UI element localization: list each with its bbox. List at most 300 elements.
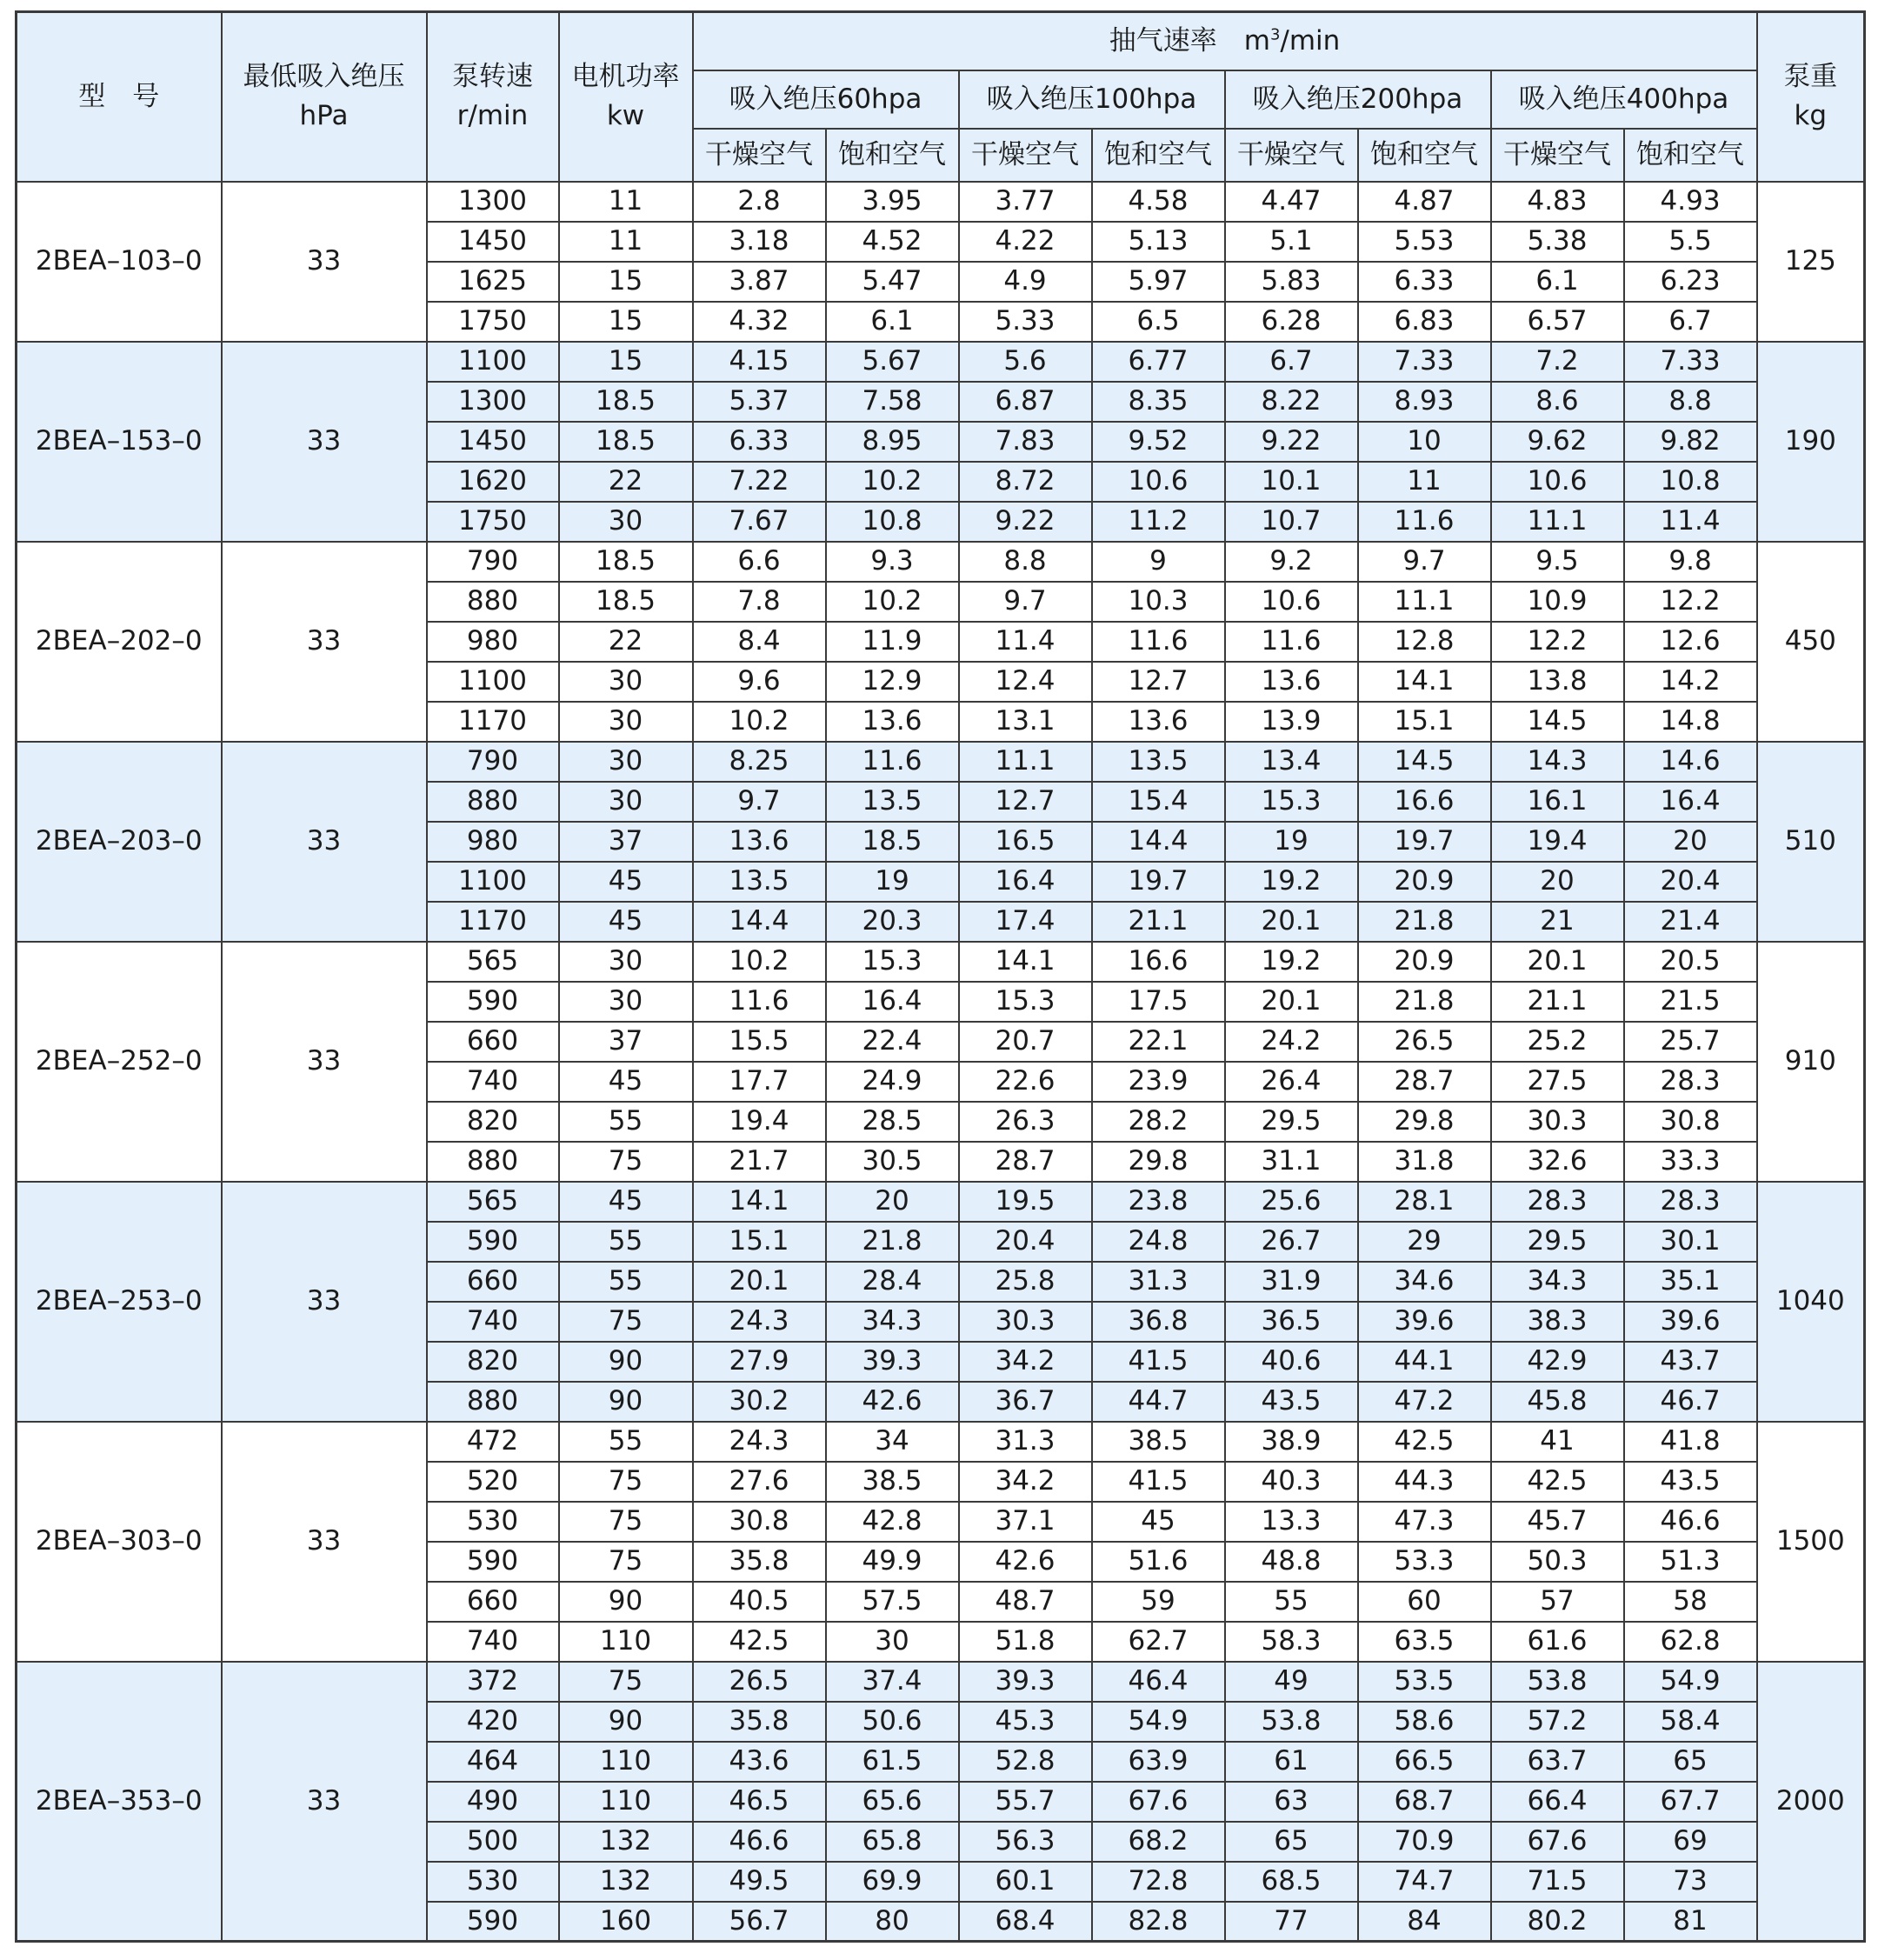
- rate-60-sat: 10.8: [826, 502, 959, 542]
- rate-100-dry: 19.5: [959, 1182, 1092, 1222]
- rate-100-dry: 42.6: [959, 1542, 1092, 1582]
- rate-100-dry: 30.3: [959, 1302, 1092, 1342]
- rate-100-sat: 44.7: [1092, 1382, 1225, 1422]
- rate-200-dry: 10.1: [1225, 462, 1358, 502]
- rate-100-sat: 14.4: [1092, 822, 1225, 862]
- power-cell: 160: [559, 1902, 693, 1942]
- rate-400-dry: 50.3: [1491, 1542, 1624, 1582]
- power-cell: 30: [559, 782, 693, 822]
- rate-60-sat: 22.4: [826, 1022, 959, 1062]
- header-min-pressure: 最低吸入绝压 hPa: [222, 12, 427, 182]
- rate-200-sat: 74.7: [1358, 1862, 1491, 1902]
- rate-60-sat: 5.47: [826, 262, 959, 302]
- speed-cell: 1300: [427, 182, 559, 222]
- model-cell: 2BEA–103–0: [17, 182, 222, 342]
- rate-200-sat: 14.5: [1358, 742, 1491, 782]
- speed-cell: 880: [427, 1382, 559, 1422]
- speed-cell: 490: [427, 1782, 559, 1822]
- rate-200-dry: 13.4: [1225, 742, 1358, 782]
- table-row: [17, 342, 1865, 382]
- rate-100-dry: 11.1: [959, 742, 1092, 782]
- rate-60-sat: 65.6: [826, 1782, 959, 1822]
- rate-100-dry: 7.83: [959, 422, 1092, 462]
- rate-200-dry: 40.6: [1225, 1342, 1358, 1382]
- rate-400-sat: 6.7: [1624, 302, 1757, 342]
- rate-200-sat: 68.7: [1358, 1782, 1491, 1822]
- speed-cell: 790: [427, 542, 559, 582]
- rate-400-dry: 57: [1491, 1582, 1624, 1622]
- rate-60-dry: 30.8: [693, 1502, 826, 1542]
- speed-cell: 1100: [427, 662, 559, 702]
- rate-60-dry: 4.15: [693, 342, 826, 382]
- speed-cell: 790: [427, 742, 559, 782]
- rate-60-dry: 3.18: [693, 222, 826, 262]
- rate-400-sat: 12.2: [1624, 582, 1757, 622]
- speed-cell: 880: [427, 1142, 559, 1182]
- power-cell: 55: [559, 1422, 693, 1462]
- rate-100-sat: 10.3: [1092, 582, 1225, 622]
- rate-400-sat: 14.6: [1624, 742, 1757, 782]
- rate-200-sat: 31.8: [1358, 1142, 1491, 1182]
- rate-60-dry: 10.2: [693, 702, 826, 742]
- rate-100-dry: 28.7: [959, 1142, 1092, 1182]
- rate-400-dry: 19.4: [1491, 822, 1624, 862]
- rate-400-sat: 6.23: [1624, 262, 1757, 302]
- weight-cell: 450: [1757, 542, 1865, 742]
- rate-400-sat: 9.8: [1624, 542, 1757, 582]
- rate-200-dry: 4.47: [1225, 182, 1358, 222]
- rate-100-sat: 24.8: [1092, 1222, 1225, 1262]
- rate-60-sat: 49.9: [826, 1542, 959, 1582]
- rate-400-dry: 7.2: [1491, 342, 1624, 382]
- power-cell: 30: [559, 742, 693, 782]
- rate-400-dry: 32.6: [1491, 1142, 1624, 1182]
- power-cell: 90: [559, 1702, 693, 1742]
- rate-100-sat: 15.4: [1092, 782, 1225, 822]
- rate-200-sat: 20.9: [1358, 862, 1491, 902]
- weight-cell: 190: [1757, 342, 1865, 542]
- rate-60-dry: 7.8: [693, 582, 826, 622]
- rate-200-sat: 14.1: [1358, 662, 1491, 702]
- rate-100-dry: 20.7: [959, 1022, 1092, 1062]
- power-cell: 55: [559, 1262, 693, 1302]
- rate-100-sat: 62.7: [1092, 1622, 1225, 1662]
- power-cell: 30: [559, 982, 693, 1022]
- rate-60-sat: 61.5: [826, 1742, 959, 1782]
- rate-200-dry: 24.2: [1225, 1022, 1358, 1062]
- rate-60-dry: 49.5: [693, 1862, 826, 1902]
- power-cell: 90: [559, 1342, 693, 1382]
- table-body: [17, 182, 1865, 1942]
- rate-100-dry: 5.6: [959, 342, 1092, 382]
- rate-100-sat: 17.5: [1092, 982, 1225, 1022]
- rate-60-sat: 50.6: [826, 1702, 959, 1742]
- rate-200-dry: 11.6: [1225, 622, 1358, 662]
- rate-100-sat: 21.1: [1092, 902, 1225, 942]
- power-cell: 75: [559, 1542, 693, 1582]
- rate-60-sat: 16.4: [826, 982, 959, 1022]
- rate-60-sat: 13.6: [826, 702, 959, 742]
- rate-200-dry: 58.3: [1225, 1622, 1358, 1662]
- rate-400-sat: 28.3: [1624, 1182, 1757, 1222]
- rate-100-dry: 60.1: [959, 1862, 1092, 1902]
- power-cell: 22: [559, 622, 693, 662]
- rate-60-dry: 7.22: [693, 462, 826, 502]
- rate-100-dry: 17.4: [959, 902, 1092, 942]
- rate-400-dry: 10.9: [1491, 582, 1624, 622]
- speed-cell: 880: [427, 582, 559, 622]
- speed-cell: 740: [427, 1062, 559, 1102]
- speed-cell: 372: [427, 1662, 559, 1702]
- rate-60-dry: 20.1: [693, 1262, 826, 1302]
- table-row: [17, 1662, 1865, 1702]
- speed-cell: 420: [427, 1702, 559, 1742]
- rate-200-sat: 53.5: [1358, 1662, 1491, 1702]
- rate-400-sat: 14.8: [1624, 702, 1757, 742]
- rate-60-sat: 80: [826, 1902, 959, 1942]
- rate-60-dry: 14.4: [693, 902, 826, 942]
- rate-60-dry: 27.6: [693, 1462, 826, 1502]
- rate-200-dry: 19: [1225, 822, 1358, 862]
- model-cell: 2BEA–202–0: [17, 542, 222, 742]
- speed-cell: 520: [427, 1462, 559, 1502]
- rate-400-sat: 9.82: [1624, 422, 1757, 462]
- rate-200-sat: 16.6: [1358, 782, 1491, 822]
- rate-400-dry: 11.1: [1491, 502, 1624, 542]
- rate-400-sat: 51.3: [1624, 1542, 1757, 1582]
- rate-60-dry: 13.5: [693, 862, 826, 902]
- rate-200-sat: 5.53: [1358, 222, 1491, 262]
- min-pressure-cell: 33: [222, 942, 427, 1182]
- rate-100-dry: 3.77: [959, 182, 1092, 222]
- rate-100-sat: 19.7: [1092, 862, 1225, 902]
- header-model: 型 号: [17, 12, 222, 182]
- rate-200-dry: 36.5: [1225, 1302, 1358, 1342]
- rate-400-dry: 5.38: [1491, 222, 1624, 262]
- rate-60-sat: 11.6: [826, 742, 959, 782]
- power-cell: 15: [559, 262, 693, 302]
- rate-60-sat: 65.8: [826, 1822, 959, 1862]
- rate-400-dry: 28.3: [1491, 1182, 1624, 1222]
- weight-cell: 910: [1757, 942, 1865, 1182]
- speed-cell: 1450: [427, 422, 559, 462]
- rate-60-sat: 19: [826, 862, 959, 902]
- rate-100-dry: 45.3: [959, 1702, 1092, 1742]
- rate-100-sat: 9: [1092, 542, 1225, 582]
- rate-100-sat: 67.6: [1092, 1782, 1225, 1822]
- speed-cell: 740: [427, 1622, 559, 1662]
- rate-100-sat: 5.13: [1092, 222, 1225, 262]
- rate-100-sat: 29.8: [1092, 1142, 1225, 1182]
- rate-100-sat: 82.8: [1092, 1902, 1225, 1942]
- rate-200-dry: 48.8: [1225, 1542, 1358, 1582]
- rate-400-sat: 54.9: [1624, 1662, 1757, 1702]
- rate-200-dry: 20.1: [1225, 902, 1358, 942]
- rate-100-sat: 68.2: [1092, 1822, 1225, 1862]
- min-pressure-cell: 33: [222, 742, 427, 942]
- rate-400-sat: 33.3: [1624, 1142, 1757, 1182]
- rate-200-sat: 28.7: [1358, 1062, 1491, 1102]
- rate-200-dry: 5.83: [1225, 262, 1358, 302]
- model-cell: 2BEA–252–0: [17, 942, 222, 1182]
- rate-400-sat: 21.4: [1624, 902, 1757, 942]
- model-cell: 2BEA–153–0: [17, 342, 222, 542]
- rate-100-sat: 51.6: [1092, 1542, 1225, 1582]
- rate-200-dry: 49: [1225, 1662, 1358, 1702]
- rate-400-sat: 35.1: [1624, 1262, 1757, 1302]
- rate-400-sat: 39.6: [1624, 1302, 1757, 1342]
- rate-200-dry: 13.3: [1225, 1502, 1358, 1542]
- power-cell: 18.5: [559, 422, 693, 462]
- rate-100-dry: 68.4: [959, 1902, 1092, 1942]
- rate-60-dry: 24.3: [693, 1302, 826, 1342]
- speed-cell: 1750: [427, 302, 559, 342]
- rate-60-sat: 4.52: [826, 222, 959, 262]
- rate-200-sat: 60: [1358, 1582, 1491, 1622]
- rate-100-dry: 4.22: [959, 222, 1092, 262]
- rate-200-dry: 25.6: [1225, 1182, 1358, 1222]
- header-pumping-rate: 抽气速率 $m^3/\min$: [693, 12, 1757, 70]
- rate-60-sat: 9.3: [826, 542, 959, 582]
- speed-cell: 472: [427, 1422, 559, 1462]
- speed-cell: 565: [427, 942, 559, 982]
- rate-200-sat: 15.1: [1358, 702, 1491, 742]
- rate-100-sat: 22.1: [1092, 1022, 1225, 1062]
- rate-200-sat: 53.3: [1358, 1542, 1491, 1582]
- rate-200-dry: 5.1: [1225, 222, 1358, 262]
- rate-400-dry: 45.7: [1491, 1502, 1624, 1542]
- rate-200-sat: 84: [1358, 1902, 1491, 1942]
- speed-cell: 660: [427, 1262, 559, 1302]
- rate-60-dry: 24.3: [693, 1422, 826, 1462]
- rate-400-dry: 20.1: [1491, 942, 1624, 982]
- header-power: 电机功率 kw: [559, 12, 693, 182]
- rate-60-dry: 21.7: [693, 1142, 826, 1182]
- rate-400-dry: 42.9: [1491, 1342, 1624, 1382]
- rate-200-dry: 63: [1225, 1782, 1358, 1822]
- rate-100-sat: 36.8: [1092, 1302, 1225, 1342]
- rate-200-sat: 6.83: [1358, 302, 1491, 342]
- header-dry-air: 干燥空气: [1225, 129, 1358, 182]
- speed-cell: 1450: [427, 222, 559, 262]
- rate-60-dry: 35.8: [693, 1702, 826, 1742]
- rate-200-dry: 6.7: [1225, 342, 1358, 382]
- rate-100-dry: 52.8: [959, 1742, 1092, 1782]
- rate-200-dry: 15.3: [1225, 782, 1358, 822]
- rate-400-sat: 14.2: [1624, 662, 1757, 702]
- power-cell: 37: [559, 1022, 693, 1062]
- speed-cell: 1620: [427, 462, 559, 502]
- rate-200-dry: 8.22: [1225, 382, 1358, 422]
- rate-200-dry: 68.5: [1225, 1862, 1358, 1902]
- rate-100-dry: 51.8: [959, 1622, 1092, 1662]
- power-cell: 11: [559, 182, 693, 222]
- rate-100-dry: 55.7: [959, 1782, 1092, 1822]
- rate-200-dry: 40.3: [1225, 1462, 1358, 1502]
- rate-200-dry: 20.1: [1225, 982, 1358, 1022]
- header-dry-air: 干燥空气: [693, 129, 826, 182]
- rate-400-sat: 43.7: [1624, 1342, 1757, 1382]
- rate-60-sat: 28.4: [826, 1262, 959, 1302]
- rate-60-dry: 35.8: [693, 1542, 826, 1582]
- rate-60-dry: 46.5: [693, 1782, 826, 1822]
- rate-400-dry: 12.2: [1491, 622, 1624, 662]
- rate-200-sat: 66.5: [1358, 1742, 1491, 1782]
- speed-cell: 1300: [427, 382, 559, 422]
- rate-400-dry: 45.8: [1491, 1382, 1624, 1422]
- rate-100-dry: 12.4: [959, 662, 1092, 702]
- rate-400-sat: 58: [1624, 1582, 1757, 1622]
- speed-cell: 590: [427, 1542, 559, 1582]
- power-cell: 75: [559, 1302, 693, 1342]
- rate-60-sat: 20: [826, 1182, 959, 1222]
- rate-200-dry: 31.1: [1225, 1142, 1358, 1182]
- rate-200-sat: 11: [1358, 462, 1491, 502]
- table-row: [17, 942, 1865, 982]
- speed-cell: 820: [427, 1342, 559, 1382]
- rate-100-dry: 12.7: [959, 782, 1092, 822]
- speed-cell: 590: [427, 1222, 559, 1262]
- rate-60-dry: 14.1: [693, 1182, 826, 1222]
- speed-cell: 1100: [427, 342, 559, 382]
- rate-100-dry: 4.9: [959, 262, 1092, 302]
- rate-200-sat: 19.7: [1358, 822, 1491, 862]
- rate-400-sat: 16.4: [1624, 782, 1757, 822]
- rate-60-sat: 8.95: [826, 422, 959, 462]
- rate-200-dry: 6.28: [1225, 302, 1358, 342]
- rate-200-sat: 6.33: [1358, 262, 1491, 302]
- rate-400-dry: 9.5: [1491, 542, 1624, 582]
- rate-100-sat: 12.7: [1092, 662, 1225, 702]
- speed-cell: 530: [427, 1862, 559, 1902]
- rate-400-dry: 71.5: [1491, 1862, 1624, 1902]
- rate-100-sat: 11.2: [1092, 502, 1225, 542]
- rate-60-dry: 8.25: [693, 742, 826, 782]
- rate-60-sat: 57.5: [826, 1582, 959, 1622]
- rate-200-sat: 12.8: [1358, 622, 1491, 662]
- rate-400-sat: 21.5: [1624, 982, 1757, 1022]
- rate-400-dry: 38.3: [1491, 1302, 1624, 1342]
- power-cell: 18.5: [559, 582, 693, 622]
- power-cell: 11: [559, 222, 693, 262]
- rate-400-dry: 14.3: [1491, 742, 1624, 782]
- rate-400-dry: 41: [1491, 1422, 1624, 1462]
- rate-100-sat: 6.5: [1092, 302, 1225, 342]
- rate-400-dry: 6.1: [1491, 262, 1624, 302]
- min-pressure-cell: 33: [222, 342, 427, 542]
- rate-200-sat: 44.3: [1358, 1462, 1491, 1502]
- rate-100-sat: 10.6: [1092, 462, 1225, 502]
- power-cell: 15: [559, 302, 693, 342]
- rate-100-dry: 26.3: [959, 1102, 1092, 1142]
- speed-cell: 660: [427, 1022, 559, 1062]
- model-cell: 2BEA–353–0: [17, 1662, 222, 1942]
- rate-200-sat: 7.33: [1358, 342, 1491, 382]
- rate-60-dry: 5.37: [693, 382, 826, 422]
- rate-400-dry: 13.8: [1491, 662, 1624, 702]
- min-pressure-cell: 33: [222, 1662, 427, 1942]
- header-dry-air: 干燥空气: [959, 129, 1092, 182]
- rate-100-dry: 16.5: [959, 822, 1092, 862]
- rate-60-sat: 30.5: [826, 1142, 959, 1182]
- power-cell: 90: [559, 1582, 693, 1622]
- rate-400-sat: 20.5: [1624, 942, 1757, 982]
- rate-100-dry: 56.3: [959, 1822, 1092, 1862]
- rate-60-dry: 30.2: [693, 1382, 826, 1422]
- rate-100-sat: 9.52: [1092, 422, 1225, 462]
- rate-60-sat: 38.5: [826, 1462, 959, 1502]
- speed-cell: 1100: [427, 862, 559, 902]
- rate-200-dry: 77: [1225, 1902, 1358, 1942]
- rate-100-dry: 13.1: [959, 702, 1092, 742]
- min-pressure-cell: 33: [222, 1422, 427, 1662]
- rate-60-sat: 3.95: [826, 182, 959, 222]
- rate-200-sat: 21.8: [1358, 982, 1491, 1022]
- power-cell: 18.5: [559, 382, 693, 422]
- power-cell: 90: [559, 1382, 693, 1422]
- rate-200-sat: 28.1: [1358, 1182, 1491, 1222]
- rate-100-sat: 4.58: [1092, 182, 1225, 222]
- speed-cell: 464: [427, 1742, 559, 1782]
- rate-60-sat: 34: [826, 1422, 959, 1462]
- rate-60-dry: 15.1: [693, 1222, 826, 1262]
- rate-60-sat: 34.3: [826, 1302, 959, 1342]
- header-saturated-air: 饱和空气: [826, 129, 959, 182]
- rate-100-sat: 63.9: [1092, 1742, 1225, 1782]
- rate-60-dry: 9.7: [693, 782, 826, 822]
- rate-400-dry: 21.1: [1491, 982, 1624, 1022]
- rate-400-sat: 58.4: [1624, 1702, 1757, 1742]
- rate-60-dry: 42.5: [693, 1622, 826, 1662]
- rate-200-sat: 29.8: [1358, 1102, 1491, 1142]
- rate-60-sat: 20.3: [826, 902, 959, 942]
- rate-100-sat: 59: [1092, 1582, 1225, 1622]
- rate-200-dry: 26.7: [1225, 1222, 1358, 1262]
- rate-100-dry: 36.7: [959, 1382, 1092, 1422]
- rate-60-dry: 43.6: [693, 1742, 826, 1782]
- weight-cell: 1500: [1757, 1422, 1865, 1662]
- power-cell: 110: [559, 1742, 693, 1782]
- rate-400-dry: 29.5: [1491, 1222, 1624, 1262]
- rate-100-dry: 16.4: [959, 862, 1092, 902]
- rate-100-sat: 23.9: [1092, 1062, 1225, 1102]
- rate-200-dry: 43.5: [1225, 1382, 1358, 1422]
- power-cell: 22: [559, 462, 693, 502]
- rate-400-dry: 66.4: [1491, 1782, 1624, 1822]
- rate-400-dry: 27.5: [1491, 1062, 1624, 1102]
- rate-60-dry: 26.5: [693, 1662, 826, 1702]
- rate-100-sat: 13.6: [1092, 702, 1225, 742]
- rate-100-dry: 9.22: [959, 502, 1092, 542]
- min-pressure-cell: 33: [222, 182, 427, 342]
- rate-400-sat: 10.8: [1624, 462, 1757, 502]
- rate-60-sat: 21.8: [826, 1222, 959, 1262]
- header-saturated-air: 饱和空气: [1624, 129, 1757, 182]
- speed-cell: 500: [427, 1822, 559, 1862]
- rate-400-sat: 81: [1624, 1902, 1757, 1942]
- speed-cell: 1625: [427, 262, 559, 302]
- power-cell: 45: [559, 1182, 693, 1222]
- rate-200-dry: 38.9: [1225, 1422, 1358, 1462]
- rate-60-sat: 5.67: [826, 342, 959, 382]
- header-dry-air: 干燥空气: [1491, 129, 1624, 182]
- rate-100-dry: 5.33: [959, 302, 1092, 342]
- rate-100-dry: 9.7: [959, 582, 1092, 622]
- rate-100-dry: 34.2: [959, 1462, 1092, 1502]
- rate-400-dry: 25.2: [1491, 1022, 1624, 1062]
- speed-cell: 1170: [427, 902, 559, 942]
- rate-400-sat: 43.5: [1624, 1462, 1757, 1502]
